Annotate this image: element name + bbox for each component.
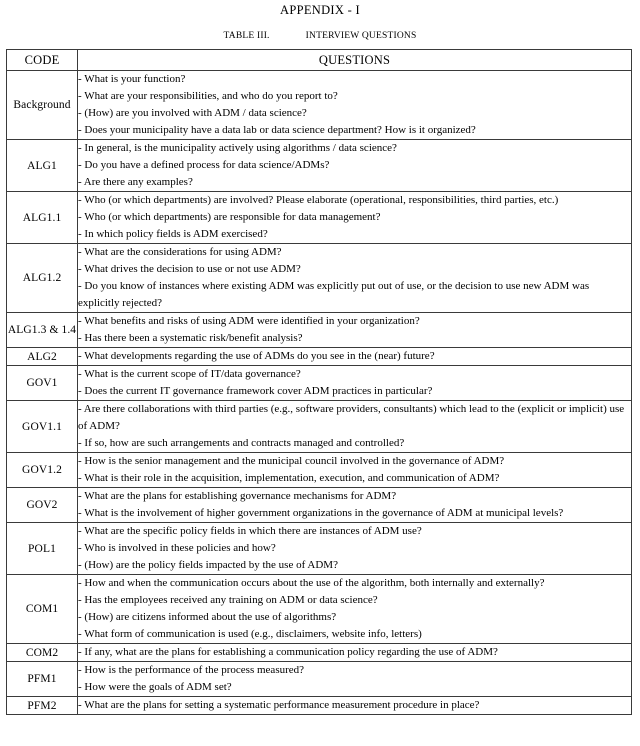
- table-body: [7, 71, 632, 715]
- question-line: - Who (or which departments) are responsible for data management?: [78, 211, 381, 223]
- question-line: - What is the current scope of IT/data governance?: [78, 368, 301, 380]
- row-code-cell: ALG1.1: [7, 192, 78, 244]
- column-header-code: CODE: [7, 50, 78, 71]
- row-code-cell: GOV1: [7, 366, 78, 401]
- question-line: - (How) are you involved with ADM / data science?: [78, 107, 307, 119]
- row-code-cell: GOV1.1: [7, 401, 78, 453]
- question-line: - What drives the decision to use or not use ADM?: [78, 263, 301, 275]
- table-row: [7, 697, 632, 715]
- interview-questions-table: [6, 49, 632, 715]
- row-code-cell: ALG1.3 & 1.4: [7, 313, 78, 348]
- row-code-cell: ALG1.2: [7, 244, 78, 313]
- question-line: - Has there been a systematic risk/benefit analysis?: [78, 332, 303, 344]
- question-line: - What is their role in the acquisition, implementation, execution, and communication of ADM?: [78, 472, 500, 484]
- question-line: - (How) are citizens informed about the use of algorithms?: [78, 611, 337, 623]
- row-code-cell: PFM1: [7, 662, 78, 697]
- row-questions-cell: [78, 192, 632, 244]
- question-line: - In which policy fields is ADM exercised?: [78, 228, 268, 240]
- question-line: - What benefits and risks of using ADM were identified in your organization?: [78, 315, 420, 327]
- table-row: [7, 71, 632, 140]
- table-row: [7, 192, 632, 244]
- question-line: - If any, what are the plans for establishing a communication policy regarding the use of ADM?: [78, 646, 498, 658]
- table-row: [7, 140, 632, 192]
- question-line: - What are the plans for establishing governance mechanisms for ADM?: [78, 490, 397, 502]
- row-questions-cell: [78, 401, 632, 453]
- question-line: - What are your responsibilities, and who do you report to?: [78, 90, 338, 102]
- table-row: [7, 488, 632, 523]
- table-row: [7, 401, 632, 453]
- question-line: - In general, is the municipality actively using algorithms / data science?: [78, 142, 397, 154]
- row-code-cell: COM1: [7, 575, 78, 644]
- question-line: - How and when the communication occurs about the use of the algorithm, both internally and externally?: [78, 577, 545, 589]
- row-questions-cell: [78, 488, 632, 523]
- row-code-cell: COM2: [7, 644, 78, 662]
- question-line: - How is the performance of the process measured?: [78, 664, 305, 676]
- table-row: [7, 644, 632, 662]
- question-line: - Do you have a defined process for data science/ADMs?: [78, 159, 330, 171]
- table-row: [7, 313, 632, 348]
- row-questions-cell: [78, 313, 632, 348]
- row-questions-cell: [78, 644, 632, 662]
- question-line: - Are there any examples?: [78, 176, 193, 188]
- question-line: - Who (or which departments) are involved? Please elaborate (operational, responsibilities, third parties, etc.): [78, 194, 559, 206]
- row-questions-cell: [78, 662, 632, 697]
- question-line: - What are the considerations for using ADM?: [78, 246, 282, 258]
- question-line: - Has the employees received any training on ADM or data science?: [78, 594, 378, 606]
- table-caption-title: INTERVIEW QUESTIONS: [305, 31, 417, 41]
- row-code-cell: GOV2: [7, 488, 78, 523]
- row-questions-cell: [78, 71, 632, 140]
- row-code-cell: ALG2: [7, 348, 78, 366]
- row-code-cell: GOV1.2: [7, 453, 78, 488]
- question-line: - What developments regarding the use of ADMs do you see in the (near) future?: [78, 350, 435, 362]
- document-page: [0, 3, 640, 746]
- row-questions-cell: [78, 348, 632, 366]
- row-code-cell: ALG1: [7, 140, 78, 192]
- table-caption: [0, 30, 640, 42]
- table-header-row: [7, 50, 632, 71]
- row-questions-cell: [78, 575, 632, 644]
- appendix-title: APPENDIX - I: [280, 3, 360, 17]
- row-questions-cell: [78, 244, 632, 313]
- table-row: [7, 348, 632, 366]
- row-code-cell: POL1: [7, 523, 78, 575]
- row-questions-cell: [78, 523, 632, 575]
- table-row: [7, 662, 632, 697]
- question-line: - Does your municipality have a data lab or data science department? How is it organized?: [78, 124, 476, 136]
- table-row: [7, 366, 632, 401]
- question-line: - If so, how are such arrangements and contracts managed and controlled?: [78, 437, 405, 449]
- question-line: - Does the current IT governance framework cover ADM practices in particular?: [78, 385, 433, 397]
- question-line: - (How) are the policy fields impacted by the use of ADM?: [78, 559, 338, 571]
- table-header: [7, 50, 632, 71]
- question-line: - What is the involvement of higher government organizations in the governance of ADM at municipal levels?: [78, 507, 564, 519]
- question-line: - Are there collaborations with third parties (e.g., software providers, consultants) which lead to the (explicit or implicit) use of ADM?: [78, 403, 625, 432]
- question-line: - Do you know of instances where existing ADM was explicitly put out of use, or the decision to use new ADM was explicitly rejected?: [78, 280, 590, 309]
- column-header-questions: QUESTIONS: [78, 50, 632, 71]
- question-line: - What are the specific policy fields in which there are instances of ADM use?: [78, 525, 422, 537]
- row-questions-cell: [78, 697, 632, 715]
- question-line: - Who is involved in these policies and how?: [78, 542, 276, 554]
- table-caption-number: TABLE III.: [223, 31, 270, 41]
- table-row: [7, 453, 632, 488]
- row-code-cell: Background: [7, 71, 78, 140]
- question-line: - What are the plans for setting a systematic performance measurement procedure in place?: [78, 699, 480, 711]
- row-questions-cell: [78, 140, 632, 192]
- row-questions-cell: [78, 453, 632, 488]
- table-row: [7, 575, 632, 644]
- table-row: [7, 244, 632, 313]
- question-line: - How is the senior management and the municipal council involved in the governance of ADM?: [78, 455, 505, 467]
- row-questions-cell: [78, 366, 632, 401]
- question-line: - What form of communication is used (e.g., disclaimers, website info, letters): [78, 628, 422, 640]
- row-code-cell: PFM2: [7, 697, 78, 715]
- question-line: - What is your function?: [78, 73, 186, 85]
- question-line: - How were the goals of ADM set?: [78, 681, 232, 693]
- table-row: [7, 523, 632, 575]
